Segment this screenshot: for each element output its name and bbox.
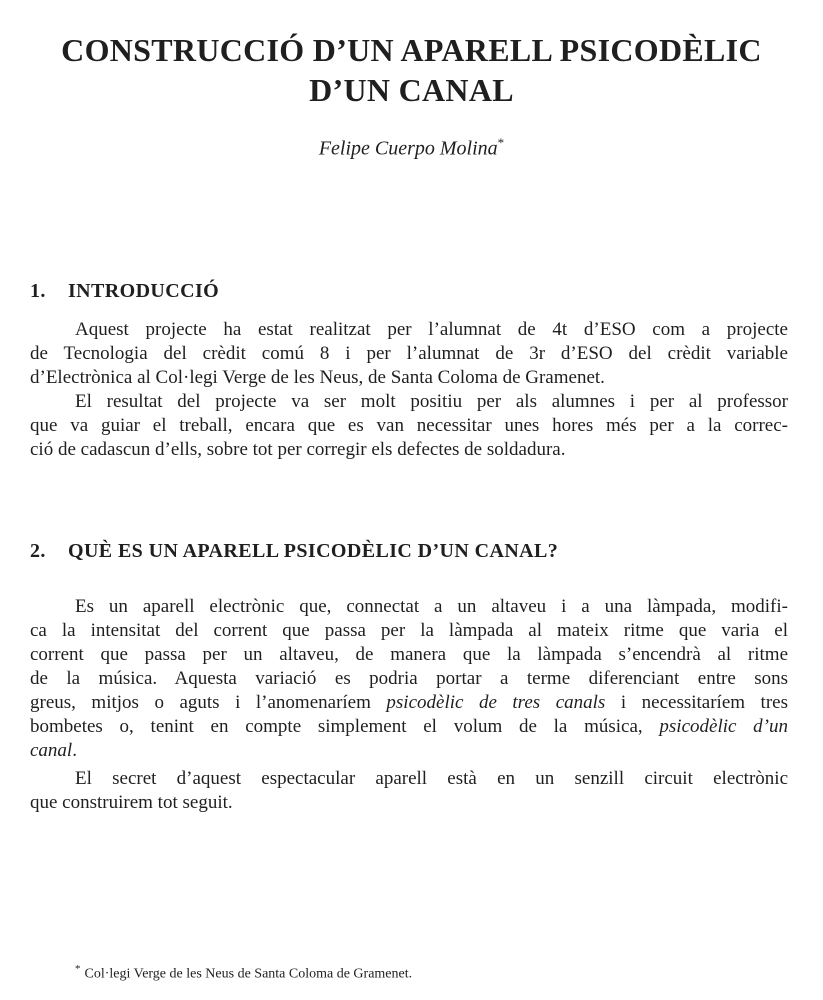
footnote <box>75 960 412 984</box>
title-line-1: CONSTRUCCIÓ D’UN APARELL PSICODÈLIC <box>61 32 762 68</box>
paragraph-line: de la música. Aquesta variació es podria portar a terme diferenciant entre sons <box>30 668 788 689</box>
paragraph-line: ca la intensitat del corrent que passa per la làmpada al mateix ritme que varia el <box>30 620 788 641</box>
section-1-number: 1. <box>30 280 46 302</box>
italic-term-channel: canal <box>30 740 73 761</box>
paragraph-line: de Tecnologia del crèdit comú 8 i per l’alumnat de 3r d’ESO del crèdit variable <box>30 343 788 364</box>
paragraph-line: El secret d’aquest espectacular aparell està en un senzill circuit electrònic <box>75 768 788 789</box>
footnote-text: Col·legi Verge de les Neus de Santa Coloma de Gramenet. <box>84 966 413 982</box>
section-2-paragraph-2 <box>30 767 788 815</box>
text-run: . <box>72 740 77 761</box>
text-run: bombetes o, tenint en compte simplement el volum de la música, <box>30 716 660 737</box>
paragraph-line: corrent que passa per un altaveu, de manera que la làmpada s’encendrà al ritme <box>30 644 788 665</box>
paragraph-line: Es un aparell electrònic que, connectat a un altaveu i a una làmpada, modifi- <box>75 596 788 617</box>
section-1-paragraph-2 <box>30 390 788 462</box>
text-run: greus, mitjos o aguts i l’anomenaríem <box>30 692 387 713</box>
paragraph-line <box>30 691 788 715</box>
section-1-title: INTRODUCCIÓ <box>68 280 220 302</box>
text-run: i necessitaríem tres <box>605 692 788 713</box>
paragraph-line: d’Electrònica al Col·legi Verge de les Neus, de Santa Coloma de Gramenet. <box>30 367 605 388</box>
paragraph-line: que construirem tot seguit. <box>30 792 233 813</box>
paragraph-line: Aquest projecte ha estat realitzat per l’alumnat de 4t d’ESO com a projecte <box>75 319 788 340</box>
paragraph-line: ció de cadascun d’ells, sobre tot per corregir els defectes de soldadura. <box>30 439 566 460</box>
italic-term-three-channels: psicodèlic de tres canals <box>386 692 606 713</box>
section-2-heading <box>30 538 790 564</box>
italic-term-one-channel: psicodèlic d’un <box>659 716 788 737</box>
paragraph-line: que va guiar el treball, encara que es van necessitar unes hores més per a la correc- <box>30 415 788 436</box>
section-1-heading <box>30 278 790 304</box>
author-name: Felipe Cuerpo Molina <box>318 137 498 160</box>
title-line-2: D’UN CANAL <box>309 72 514 108</box>
paragraph-line <box>30 739 788 763</box>
footnote-mark: * <box>75 963 81 975</box>
section-2-paragraph-1 <box>30 595 788 763</box>
section-2-title: QUÈ ES UN APARELL PSICODÈLIC D’UN CANAL? <box>68 540 559 562</box>
section-1-paragraph-1 <box>30 318 788 390</box>
section-2-number: 2. <box>30 540 46 562</box>
paragraph-line: El resultat del projecte va ser molt positiu per als alumnes i per al professor <box>75 391 788 412</box>
author-byline <box>0 130 823 162</box>
author-footnote-mark: * <box>497 135 505 150</box>
paragraph-line <box>30 715 788 739</box>
